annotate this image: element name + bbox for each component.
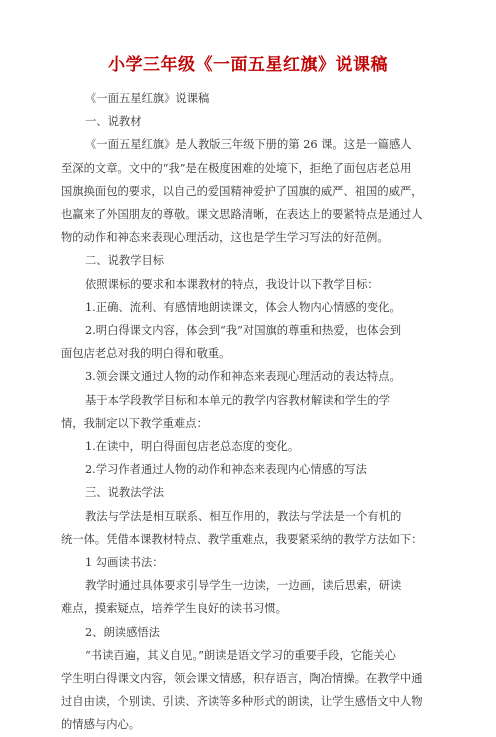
document-title: 小学三年级《一面五星红旗》说课稿	[108, 55, 388, 75]
paragraph-line: 依照课标的要求和本课教材的特点，我设计以下教学目标：	[85, 277, 379, 291]
paragraph-line: 过自由读，个别读、引读、齐读等多种形式的朗读，让学生感悟文中人物	[61, 695, 423, 709]
paragraph-line: 教法与学法是相互联系、相互作用的，教法与学法是一个有机的	[85, 509, 402, 523]
paragraph-line: 难点，摸索疑点，培养学生良好的读书习惯。	[61, 602, 287, 616]
paragraph-line: 统一体。凭借本课教材特点、教学重难点，我要紧采纳的教学方法如下：	[61, 532, 423, 546]
paragraph-line: 情，我制定以下教学重难点：	[61, 416, 208, 430]
paragraph-line: 教学时通过具体要求引导学生一边读，一边画，读后思索，研读	[85, 579, 402, 593]
subtitle-line: 《一面五星红旗》说课稿	[85, 92, 210, 105]
paragraph-line: 物的动作和神态来表现心理活动，这也是学生学习写法的好范例。	[61, 231, 389, 245]
list-item: 1.在读中，明白得面包店老总态度的变化。	[85, 440, 300, 454]
paragraph-line: 学生明白得课文内容，领会课文情感，积存语言，陶冶情操。在教学中通	[61, 672, 423, 686]
paragraph-line: “书读百遍，其义自见。”朗读是语文学习的重要手段，它能关心	[85, 648, 396, 662]
list-item: 2.明白得课文内容，体会到“我”对国旗的尊重和热爱，也体会到	[85, 324, 402, 338]
paragraph-line: 面包店老总对我的明白得和敬重。	[61, 347, 231, 361]
paragraph-line: 至深的文章。文中的“我”是在极度困难的处境下，拒绝了面包店老总用	[61, 161, 412, 175]
list-item: 2、朗读感悟法	[85, 625, 160, 639]
list-item: 2.学习作者通过人物的动作和神态来表现内心情感的写法	[85, 463, 367, 477]
paragraph-line: 也赢来了外国朋友的尊敬。课文思路清晰，在表达上的要紧特点是通过人	[61, 208, 423, 222]
section-heading-objectives: 二、说教学目标	[85, 254, 165, 268]
list-item: 1 勾画读书法：	[85, 556, 164, 570]
list-item: 3.领会课文通过人物的动作和神态来表现心理活动的表达特点。	[85, 370, 401, 384]
section-heading-textbook: 一、说教材	[85, 115, 142, 129]
paragraph-line: 基于本学段教学目标和本单元的教学内容教材解读和学生的学	[85, 393, 391, 407]
list-item: 1.正确、流利、有感情地朗读课文，体会人物内心情感的变化。	[85, 300, 401, 314]
document-body	[61, 87, 437, 737]
paragraph-line: 《一面五星红旗》是人教版三年级下册的第 26 课。这是一篇感人	[85, 138, 412, 152]
paragraph-line: 国旗换面包的要求，以自己的爱国精神爱护了国旗的威严、祖国的威严，	[61, 184, 423, 198]
section-heading-methods: 三、说教法学法	[85, 486, 165, 500]
paragraph-line: 的情感与内心。	[61, 718, 141, 732]
